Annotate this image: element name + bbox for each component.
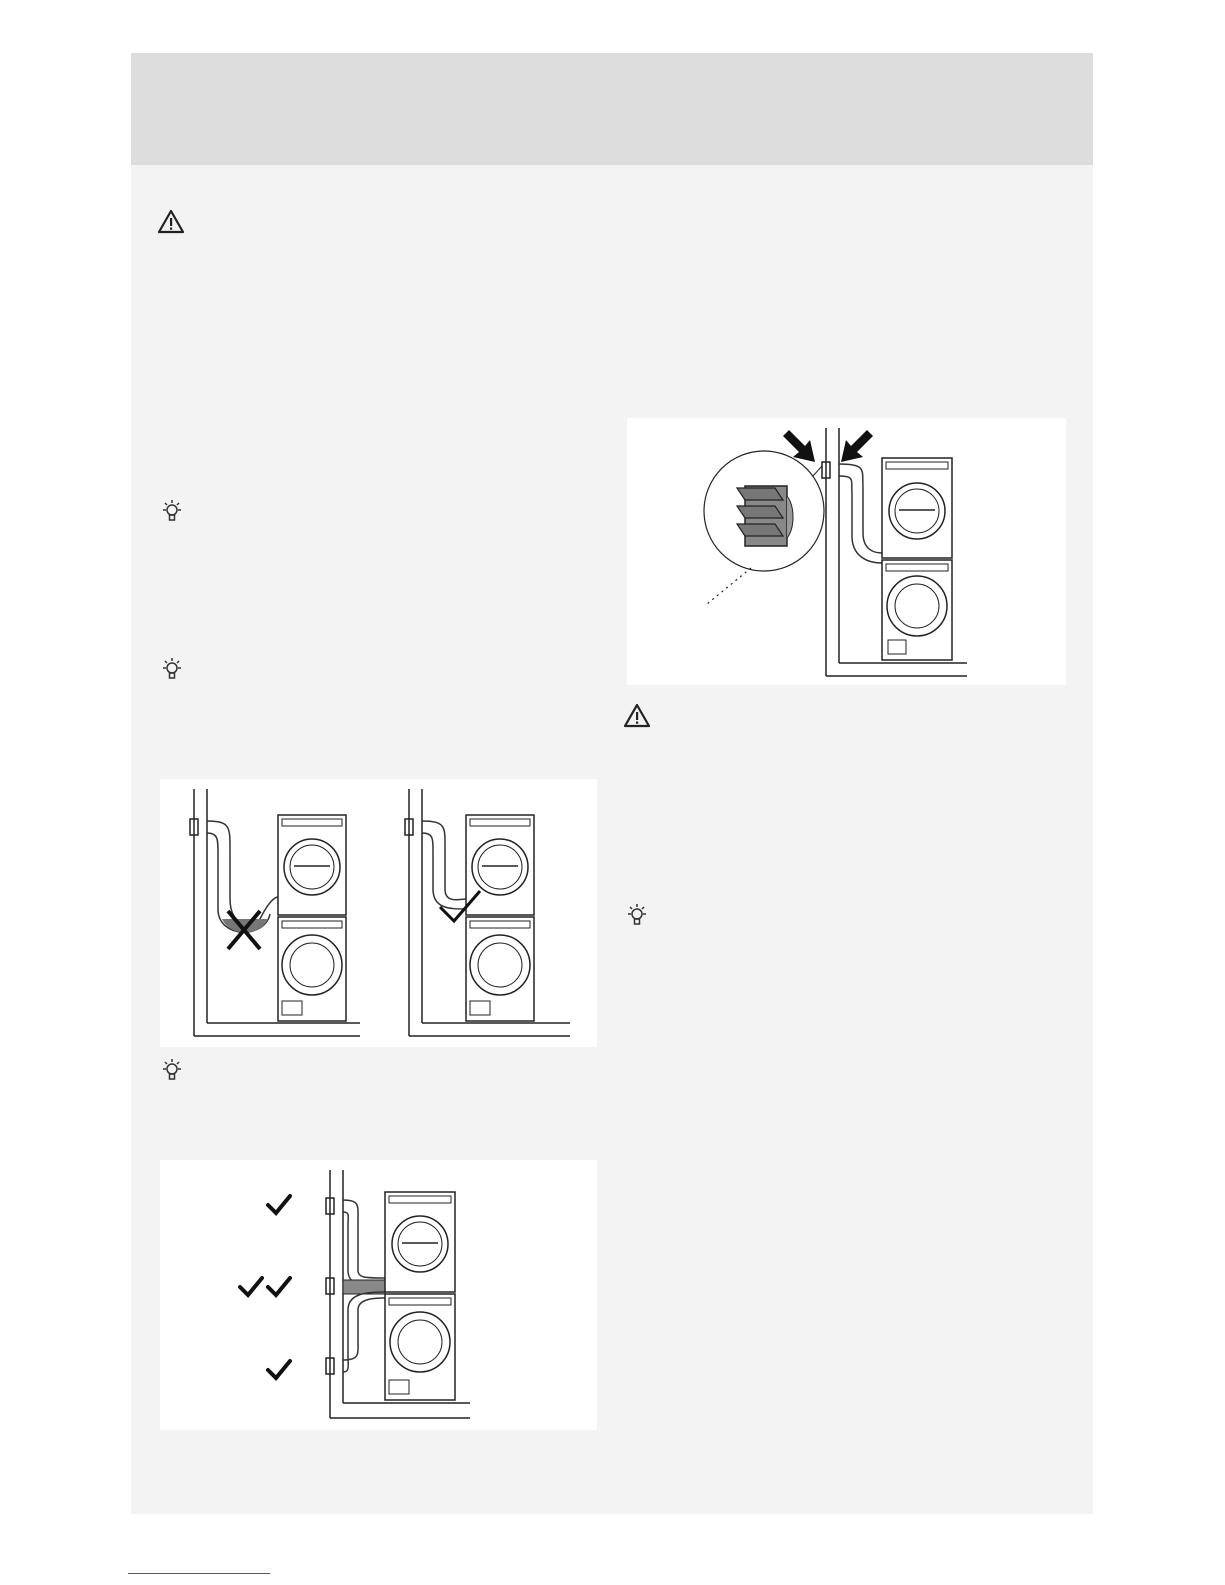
check-mark-icon <box>268 1196 290 1213</box>
check-mark-icon <box>268 1361 290 1378</box>
duct-bend-correct-panel <box>405 789 570 1036</box>
figure-wall-outlet-heights <box>160 1160 597 1430</box>
figure-wall-vent-flap <box>627 418 1066 685</box>
lightbulb-tip-icon <box>159 656 185 682</box>
lightbulb-tip-icon <box>159 498 185 524</box>
lightbulb-tip-icon <box>159 1057 185 1083</box>
check-mark-icon <box>240 1278 262 1295</box>
lightbulb-tip-icon <box>624 902 650 928</box>
check-mark-icon <box>268 1278 290 1295</box>
page-header-band <box>131 53 1093 165</box>
warning-triangle-icon <box>623 703 651 729</box>
warning-triangle-icon <box>157 209 185 235</box>
figure-duct-bend-comparison <box>160 779 597 1047</box>
arrow-left-down-icon <box>841 430 873 462</box>
wall-vent-illustration <box>627 418 1066 685</box>
duct-bend-incorrect-panel <box>190 789 360 1036</box>
footer-link-underline[interactable] <box>128 1573 270 1574</box>
wall-outlet-heights-illustration <box>160 1160 597 1430</box>
louvred-vent-flap-icon <box>737 486 793 546</box>
duct-bend-illustration <box>160 779 597 1047</box>
